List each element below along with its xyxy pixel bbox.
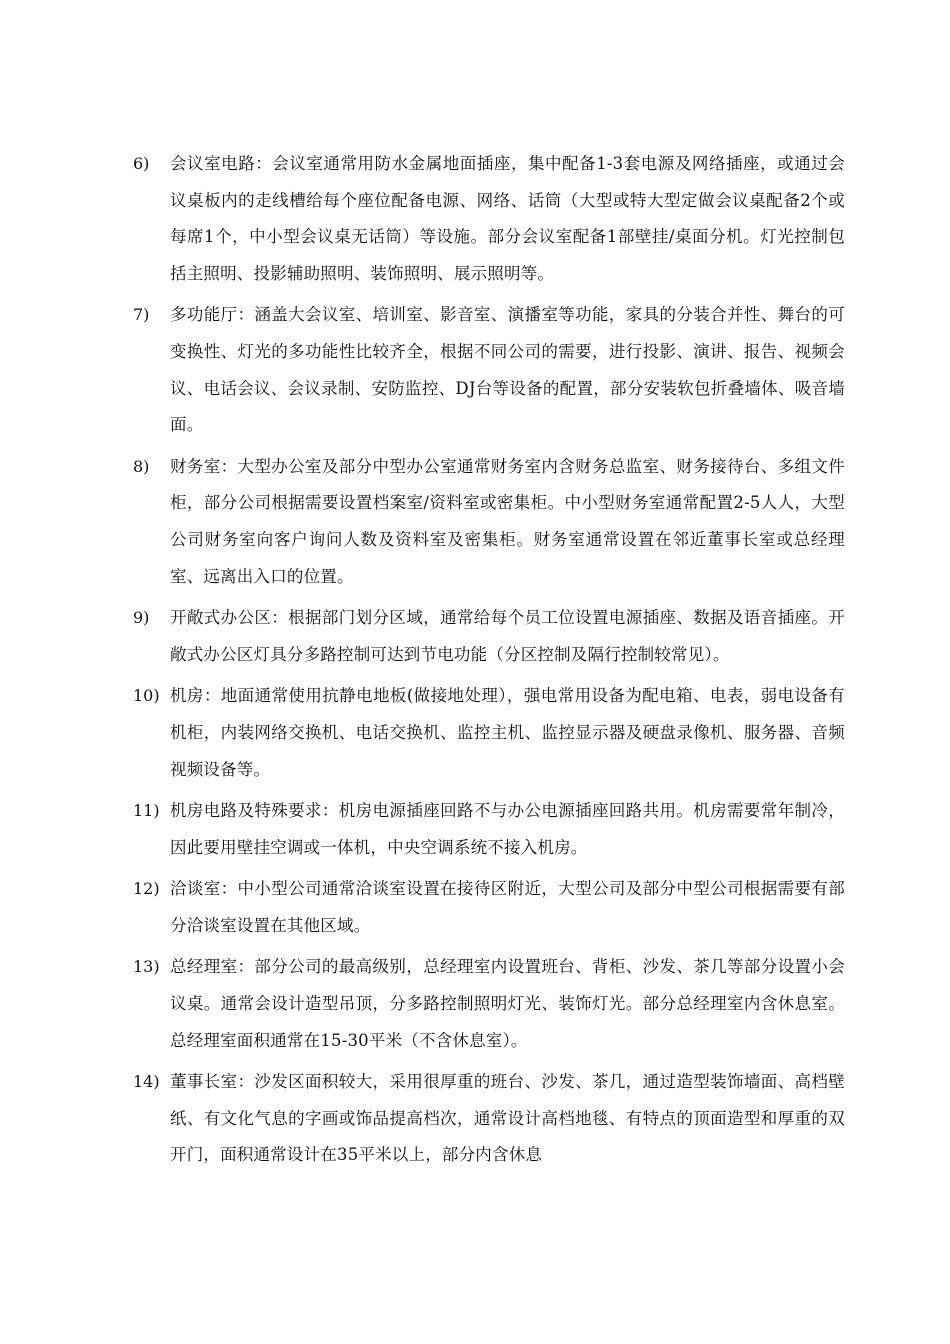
list-item bbox=[133, 1064, 845, 1174]
item-text: 机房：地面通常使用抗静电地板(做接地处理），强电常用设备为配电箱、电表，弱电设备有机柜，内装网络交换机、电话交换机、监控主机、监控显示器及硬盘录像机、服务器、音频视频设备等。 bbox=[170, 686, 845, 779]
list-item bbox=[133, 793, 845, 866]
list-item bbox=[133, 297, 845, 443]
item-number: 14) bbox=[133, 1072, 160, 1092]
item-number: 12) bbox=[133, 879, 160, 899]
item-number: 6) bbox=[133, 154, 150, 173]
list-item bbox=[133, 871, 845, 944]
item-text: 洽谈室：中小型公司通常洽谈室设置在接待区附近，大型公司及部分中型公司根据需要有部分洽谈室设置在其他区域。 bbox=[170, 879, 845, 935]
list-item bbox=[133, 449, 845, 595]
item-number: 7) bbox=[133, 305, 150, 325]
numbered-list bbox=[133, 146, 845, 1179]
list-item bbox=[133, 146, 845, 292]
list-item bbox=[133, 600, 845, 673]
list-item bbox=[133, 949, 845, 1059]
item-number: 9) bbox=[133, 608, 150, 628]
item-number: 13) bbox=[133, 957, 160, 977]
item-text: 开敞式办公区：根据部门划分区域，通常给每个员工位设置电源插座、数据及语音插座。开敞式办公区灯具分多路控制可达到节电功能（分区控制及隔行控制较常见）。 bbox=[170, 608, 845, 664]
list-item bbox=[133, 678, 845, 788]
item-number: 10) bbox=[133, 686, 160, 706]
item-text: 总经理室：部分公司的最高级别，总经理室内设置班台、背柜、沙发、茶几等部分设置小会议桌。通常会设计造型吊顶，分多路控制照明灯光、装饰灯光。部分总经理室内含休息室。总经理室面积通常在15-30平米（不含休息室）。 bbox=[170, 957, 845, 1050]
item-number: 11) bbox=[133, 801, 160, 821]
item-text: 董事长室：沙发区面积较大，采用很厚重的班台、沙发、茶几，通过造型装饰墙面、高档壁纸、有文化气息的字画或饰品提高档次，通常设计高档地毯、有特点的顶面造型和厚重的双开门，面积通常设计在35平米以上，部分内含休息 bbox=[170, 1072, 845, 1165]
item-text: 会议室电路：会议室通常用防水金属地面插座，集中配备1-3套电源及网络插座，或通过会议桌板内的走线槽给每个座位配备电源、网络、话筒（大型或特大型定做会议桌配备2个或每席1个，中小型会议桌无话筒）等设施。部分会议室配备1部壁挂/桌面分机。灯光控制包括主照明、投影辅助照明、装饰照明、展示照明等。 bbox=[170, 154, 845, 283]
item-text: 多功能厅：涵盖大会议室、培训室、影音室、演播室等功能，家具的分装合并性、舞台的可变换性、灯光的多功能性比较齐全，根据不同公司的需要，进行投影、演讲、报告、视频会议、电话会议、会议录制、安防监控、DJ台等设备的配置，部分安装软包折叠墙体、吸音墙面。 bbox=[170, 305, 845, 435]
item-text: 财务室：大型办公室及部分中型办公室通常财务室内含财务总监室、财务接待台、多组文件柜，部分公司根据需要设置档案室/资料室或密集柜。中小型财务室通常配置2-5人人，大型公司财务室向客户询问人数及资料室及密集柜。财务室通常设置在邻近董事长室或总经理室、远离出入口的位置。 bbox=[170, 456, 845, 586]
item-text: 机房电路及特殊要求：机房电源插座回路不与办公电源插座回路共用。机房需要常年制冷，因此要用壁挂空调或一体机，中央空调系统不接入机房。 bbox=[170, 801, 845, 857]
item-number: 8) bbox=[133, 456, 150, 476]
